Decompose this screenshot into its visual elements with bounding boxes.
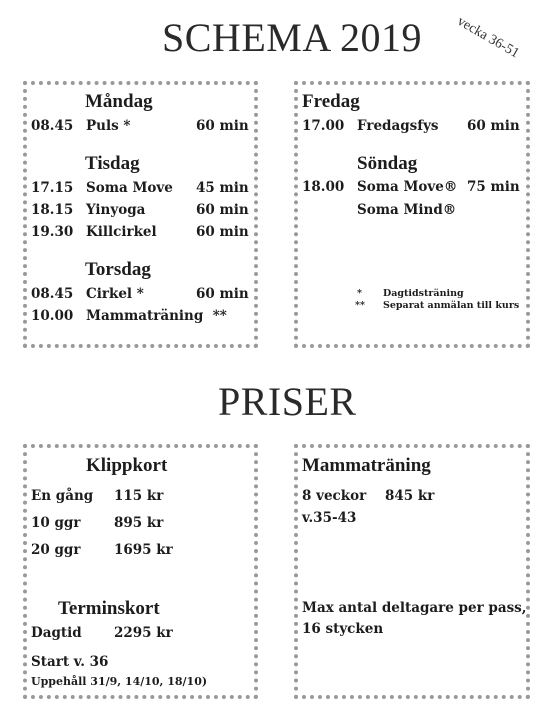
schedule-title: SCHEMA 2019 <box>162 15 422 60</box>
price-value: 2295 kr <box>114 625 173 641</box>
class-time: 10.00 <box>31 308 74 324</box>
class-time: 17.00 <box>302 118 345 134</box>
class-name: Soma Mind® <box>357 202 457 218</box>
price-value: 1695 kr <box>114 542 173 558</box>
price-label: 10 ggr <box>31 515 81 531</box>
note-text: Dagtidsträning <box>383 288 464 299</box>
class-name: Cirkel * <box>86 286 144 302</box>
week-range-label: vecka 36-51 <box>454 14 522 62</box>
class-duration: 60 min <box>467 118 520 134</box>
mamma-max-line2: 16 stycken <box>302 621 384 637</box>
class-name: Killcirkel <box>86 224 157 240</box>
class-time: 08.45 <box>31 286 74 302</box>
day-heading-sunday: Söndag <box>357 153 418 174</box>
class-time: 18.00 <box>302 179 345 195</box>
note-text: Separat anmälan till kurs <box>383 300 520 311</box>
price-label: En gång <box>31 488 94 504</box>
terminskort-heading: Terminskort <box>58 598 160 619</box>
mamma-max-line1: Max antal deltagare per pass, <box>302 600 527 616</box>
class-duration: 60 min <box>196 202 249 218</box>
class-name: Puls * <box>86 118 131 134</box>
term-start: Start v. 36 <box>31 654 109 670</box>
note-symbol: ** <box>355 300 365 311</box>
class-name: Soma Move® <box>357 179 458 195</box>
mamma-duration: 8 veckor <box>302 488 367 504</box>
class-name: Mammaträning ** <box>86 308 227 324</box>
class-name: Soma Move <box>86 180 173 196</box>
class-duration: 60 min <box>196 118 249 134</box>
note-symbol: * <box>357 288 362 299</box>
day-heading-monday: Måndag <box>85 91 153 112</box>
class-name: Yinyoga <box>86 202 146 218</box>
class-time: 18.15 <box>31 202 74 218</box>
class-time: 19.30 <box>31 224 74 240</box>
klippkort-heading: Klippkort <box>86 455 168 476</box>
class-time: 17.15 <box>31 180 74 196</box>
class-name: Fredagsfys <box>357 118 439 134</box>
price-label: Dagtid <box>31 625 82 641</box>
term-break: Uppehåll 31/9, 14/10, 18/10) <box>31 675 208 688</box>
day-heading-tuesday: Tisdag <box>85 153 140 174</box>
price-label: 20 ggr <box>31 542 81 558</box>
price-value: 895 kr <box>114 515 164 531</box>
mamma-weeks: v.35-43 <box>302 510 357 526</box>
class-duration: 75 min <box>467 179 520 195</box>
prices-box-right <box>294 444 530 699</box>
class-duration: 60 min <box>196 286 249 302</box>
mamma-heading: Mammaträning <box>302 455 431 476</box>
class-time: 08.45 <box>31 118 74 134</box>
prices-title: PRISER <box>218 379 357 424</box>
day-heading-friday: Fredag <box>302 91 360 112</box>
price-value: 115 kr <box>114 488 164 504</box>
class-duration: 60 min <box>196 224 249 240</box>
class-duration: 45 min <box>196 180 249 196</box>
day-heading-thursday: Torsdag <box>85 259 151 280</box>
mamma-price: 845 kr <box>385 488 435 504</box>
